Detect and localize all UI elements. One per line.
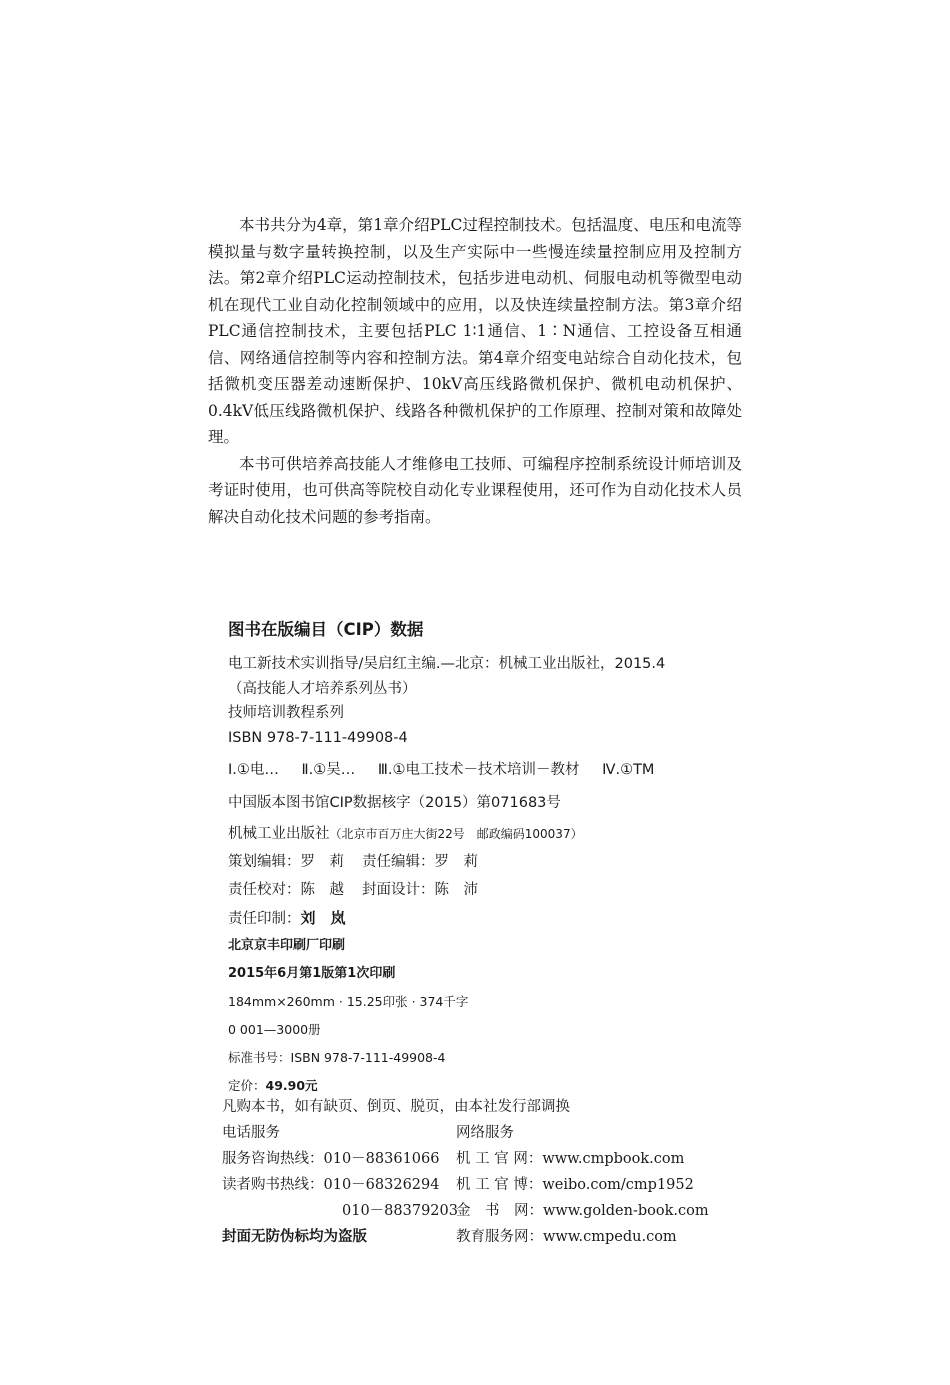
service-row-1 (222, 1146, 742, 1172)
cip-class-2: Ⅱ.①吴… (301, 762, 356, 778)
phone-service-header: 电话服务 (222, 1125, 280, 1141)
proof-cover-line (228, 876, 748, 904)
service-row-4 (222, 1224, 742, 1250)
cip-series-line: （高技能人才培养系列丛书） (228, 680, 417, 697)
planning-editor-label: 策划编辑： (228, 854, 301, 870)
web-site-3 (456, 1198, 709, 1224)
service-info (222, 1094, 742, 1250)
reader-hotline: 010－68326294 (323, 1177, 440, 1193)
web-4-url: www.cmpedu.com (543, 1229, 677, 1245)
replacement-notice: 凡购本书，如有缺页、倒页、脱页，由本社发行部调换 (222, 1099, 570, 1115)
publisher-name: 机械工业出版社 (228, 826, 330, 842)
price-value: 49.90元 (265, 1078, 318, 1093)
web-site-4 (456, 1224, 677, 1250)
web-3-label: 金 书 网： (456, 1203, 543, 1219)
web-2-url: weibo.com/cmp1952 (542, 1177, 694, 1193)
publication-info (228, 820, 748, 1100)
book-introduction (208, 212, 742, 530)
web-1-label: 机 工 官 网： (456, 1151, 543, 1167)
responsible-editor-label: 责任编辑： (362, 854, 435, 870)
proofreader-label: 责任校对： (228, 882, 301, 898)
print-run-line: 0 001—3000册 (228, 1022, 321, 1037)
consult-hotline-label: 服务咨询热线： (222, 1151, 324, 1167)
cip-number-line: 中国版本图书馆CIP数据核字（2015）第071683号 (228, 794, 561, 811)
reader-hotline-label: 读者购书热线： (222, 1177, 324, 1193)
proofreader: 陈 越 (300, 882, 344, 898)
web-4-label: 教育服务网： (456, 1229, 543, 1245)
isbn-label: 标准书号： (228, 1050, 291, 1065)
cover-design-label: 封面设计： (362, 882, 435, 898)
cip-bibliographic-line: 电工新技术实训指导/吴启红主编.—北京：机械工业出版社，2015.4 (228, 656, 666, 672)
service-row-3 (222, 1198, 742, 1224)
cip-title: 图书在版编目（CIP）数据 (228, 620, 424, 639)
cip-classification-line (228, 758, 748, 783)
cip-class-1: Ⅰ.①电… (228, 762, 279, 778)
printing-line (228, 904, 748, 932)
service-headers (222, 1120, 742, 1146)
price-label: 定价： (228, 1078, 266, 1093)
web-2-label: 机 工 官 博： (456, 1177, 543, 1193)
isbn-value: ISBN 978-7-111-49908-4 (290, 1050, 446, 1065)
web-site-1 (456, 1146, 684, 1172)
anti-counterfeit-notice: 封面无防伪标均为盗版 (222, 1229, 367, 1245)
intro-paragraph-2: 本书可供培养高技能人才维修电工技师、可编程序控制系统设计师培训及考证时使用，也可供高等院校自动化专业课程使用，还可作为自动化技术人员解决自动化技术问题的参考指南。 (208, 454, 742, 526)
cip-data-block (228, 652, 748, 815)
web-3-url: www.golden-book.com (543, 1203, 709, 1219)
isbn-line (228, 1044, 748, 1072)
cover-designer: 陈 沛 (434, 882, 478, 898)
format-line: 184mm×260mm · 15.25印张 · 374千字 (228, 994, 469, 1009)
responsible-editor: 罗 莉 (434, 854, 478, 870)
web-1-url: www.cmpbook.com (542, 1151, 685, 1167)
web-service-header: 网络服务 (456, 1125, 514, 1141)
edition-line: 2015年6月第1版第1次印刷 (228, 966, 396, 981)
web-site-2 (456, 1172, 694, 1198)
editors-line (228, 848, 748, 876)
planning-editor: 罗 莉 (300, 854, 344, 870)
cip-class-3: Ⅲ.①电工技术－技术培训－教材 (377, 762, 580, 778)
publisher-address: （北京市百万庄大街22号 邮政编码100037） (329, 827, 583, 841)
publisher-line (228, 820, 748, 848)
cip-class-4: Ⅳ.①TM (602, 762, 655, 778)
printer-line: 北京京丰印刷厂印刷 (228, 938, 346, 953)
intro-paragraph-1: 本书共分为4章，第1章介绍PLC过程控制技术。包括温度、电压和电流等模拟量与数字量转换控制，以及生产实际中一些慢连续量控制应用及控制方法。第2章介绍PLC运动控制技术，包括步进电动机、伺服电动机等微型电动机在现代工业自动化控制领域中的应用，以及快连续量控制方法。第3章介绍PLC通信控制技术，主要包括PLC 1∶1通信、1∶N通信、工控设备互相通信、网络通信控制等内容和控制方法。第4章介绍变电站综合自动化技术，包括微机变压器差动速断保护、10kV高压线路微机保护、微机电动机保护、0.4kV低压线路微机保护、线路各种微机保护的工作原理、控制对策和故障处理。 (208, 216, 742, 446)
printing-person: 刘 岚 (300, 909, 346, 927)
cip-isbn-line: ISBN 978-7-111-49908-4 (228, 729, 408, 746)
consult-hotline: 010－88361066 (323, 1151, 440, 1167)
cip-subseries-line: 技师培训教程系列 (228, 705, 344, 721)
service-row-2 (222, 1172, 742, 1198)
extra-hotline: 010－88379203 (342, 1203, 458, 1219)
printing-label: 责任印制： (228, 911, 301, 927)
